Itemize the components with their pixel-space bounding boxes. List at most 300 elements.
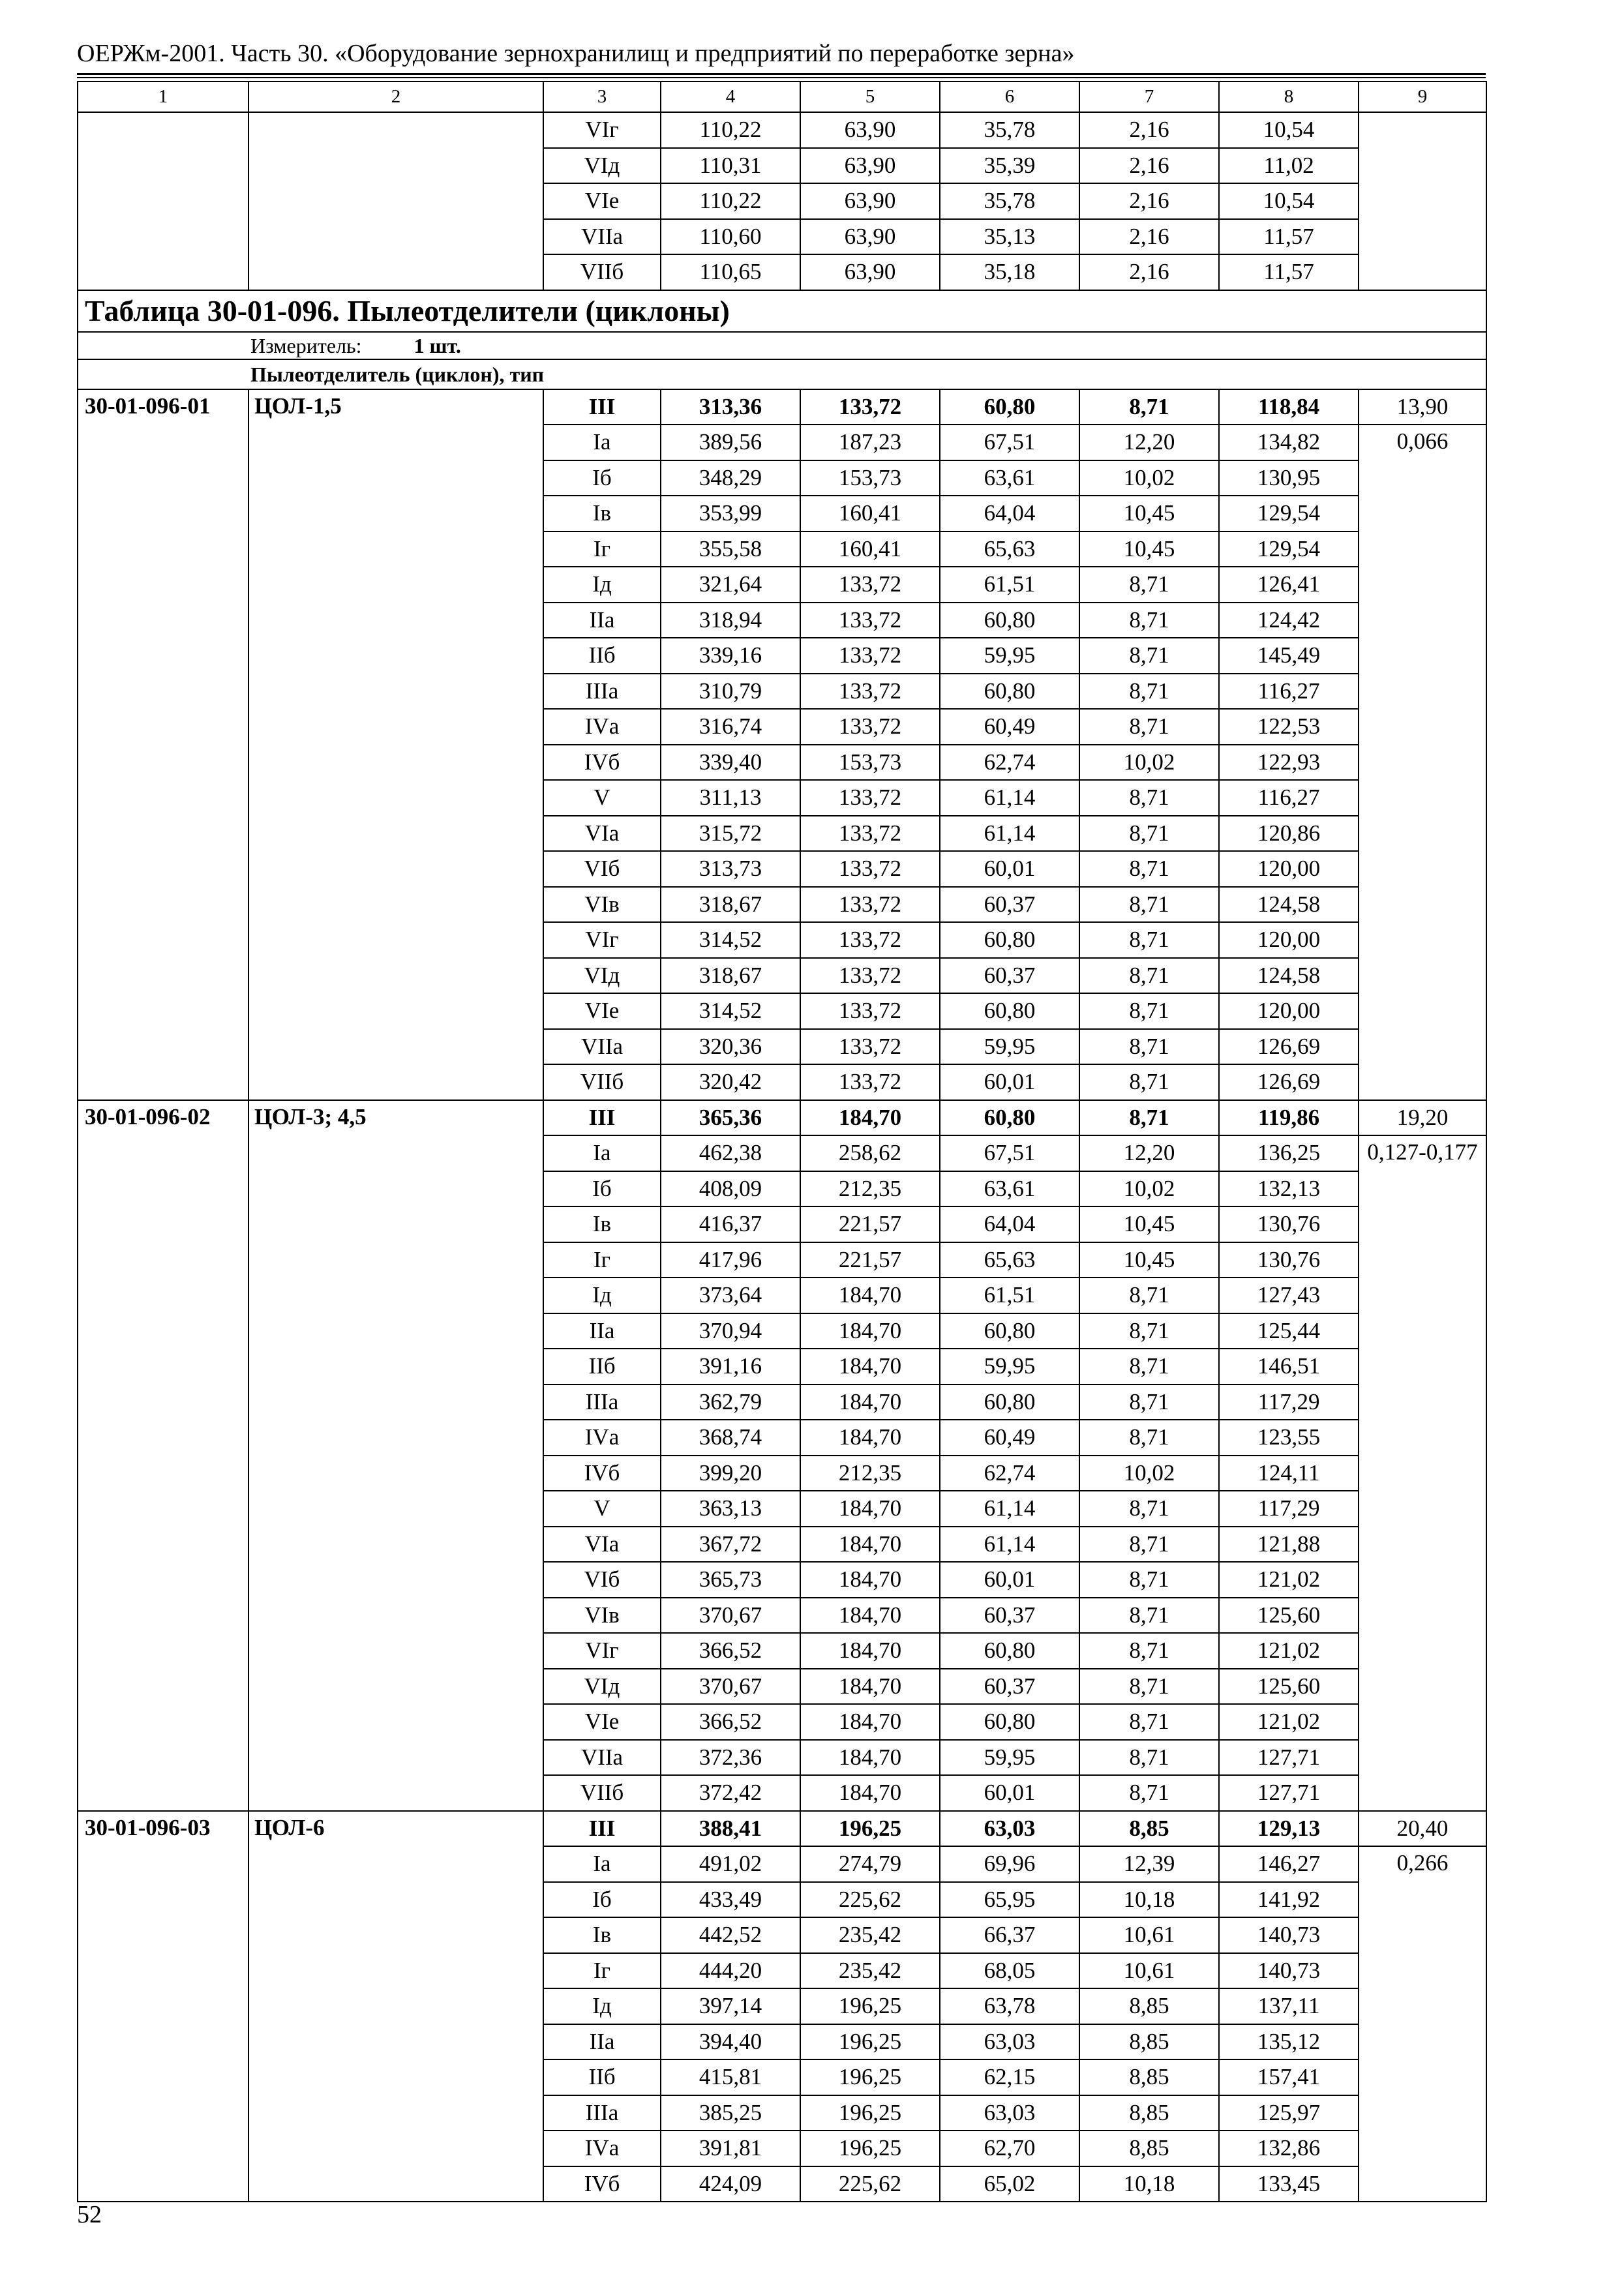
table-cell: 127,71 [1219,1740,1359,1776]
table-cell: Iв [543,496,661,531]
table-cell: IIIа [543,2095,661,2131]
table-cell: 416,37 [661,1206,800,1242]
table-cell: 62,70 [940,2131,1079,2166]
table-cell: 313,73 [661,851,800,887]
table-cell: 122,53 [1219,709,1359,745]
table-cell: 274,79 [800,1846,940,1882]
table-cell: IIа [543,2024,661,2060]
item-labor-cost: 13,90 [1359,389,1486,425]
table-cell: 184,70 [800,1100,940,1136]
item-labor-cost: 20,40 [1359,1811,1486,1847]
table-cell: 2,16 [1079,219,1219,255]
table-cell: 370,94 [661,1313,800,1349]
table-cell: 60,49 [940,709,1079,745]
table-cell: 8,71 [1079,958,1219,994]
table-cell: 61,14 [940,1527,1079,1563]
table-cell: IIа [543,1313,661,1349]
table-cell: 157,41 [1219,2059,1359,2095]
table-cell: 2 [248,82,543,112]
table-cell: 63,61 [940,1171,1079,1207]
table-cell: 121,02 [1219,1633,1359,1669]
table-cell: 110,31 [661,148,800,184]
table-body [78,82,1486,2202]
table-cell: 110,22 [661,183,800,219]
table-cell: 11,57 [1219,254,1359,290]
table-cell: 389,56 [661,425,800,460]
table-cell: IIб [543,638,661,674]
table-cell: 133,72 [800,674,940,710]
table-cell: 121,02 [1219,1704,1359,1740]
table-cell: 2,16 [1079,148,1219,184]
table-cell: IIб [543,2059,661,2095]
table-cell: 8,71 [1079,1491,1219,1527]
table-cell: 110,22 [661,112,800,148]
table-cell: 117,29 [1219,1384,1359,1420]
table-cell: 311,13 [661,780,800,816]
table-cell: 61,51 [940,1278,1079,1313]
table-cell: 125,60 [1219,1598,1359,1634]
table-cell: VIв [543,1598,661,1634]
table-cell: 8,71 [1079,851,1219,887]
table-cell: 339,40 [661,745,800,781]
table-cell: 8,71 [1079,993,1219,1029]
table-cell: 365,73 [661,1562,800,1598]
table-cell: 60,80 [940,1704,1079,1740]
table-cell: 153,73 [800,460,940,496]
table-cell: 119,86 [1219,1100,1359,1136]
table-cell: 133,72 [800,922,940,958]
table-cell: 110,65 [661,254,800,290]
table-cell: 5 [800,82,940,112]
table-cell: 8,71 [1079,1420,1219,1456]
table-cell: 7 [1079,82,1219,112]
empty-cell [248,112,543,290]
table-cell: Iа [543,1846,661,1882]
table-cell: 63,90 [800,148,940,184]
table-cell: 8,71 [1079,1313,1219,1349]
measure-value: 1 шт. [414,333,461,357]
table-cell: 110,60 [661,219,800,255]
table-cell: 355,58 [661,531,800,567]
table-cell: 8,85 [1079,2095,1219,2131]
table-cell: 59,95 [940,638,1079,674]
table-cell: 121,02 [1219,1562,1359,1598]
table-cell: Iд [543,567,661,603]
table-cell: 8,71 [1079,1100,1219,1136]
table-cell: 370,67 [661,1598,800,1634]
table-cell: 2,16 [1079,112,1219,148]
table-cell: 63,90 [800,254,940,290]
table-cell: 64,04 [940,496,1079,531]
table-cell: 130,76 [1219,1242,1359,1278]
table-cell: 60,80 [940,993,1079,1029]
table-cell: 184,70 [800,1562,940,1598]
table-cell: 8,71 [1079,603,1219,638]
table-cell: 196,25 [800,1811,940,1847]
table-cell: 2,16 [1079,183,1219,219]
table-cell: 310,79 [661,674,800,710]
table-cell: 133,72 [800,638,940,674]
table-cell: 35,39 [940,148,1079,184]
table-cell: 61,51 [940,567,1079,603]
table-cell: 60,01 [940,1064,1079,1100]
table-cell: 133,72 [800,816,940,852]
table-cell: 8,85 [1079,2024,1219,2060]
table-cell: 129,54 [1219,531,1359,567]
table-cell: 122,93 [1219,745,1359,781]
table-cell: 61,14 [940,1491,1079,1527]
table-cell: 3 [543,82,661,112]
table-title: Таблица 30-01-096. Пылеотделители (циклоны) [78,290,1486,332]
table-cell: 63,78 [940,1988,1079,2024]
table-cell: 8,85 [1079,2131,1219,2166]
table-cell: VIе [543,183,661,219]
table-cell: IIб [543,1349,661,1384]
table-cell: 8,71 [1079,780,1219,816]
table-cell: 124,58 [1219,958,1359,994]
table-cell: 129,13 [1219,1811,1359,1847]
table-cell: 394,40 [661,2024,800,2060]
table-cell: 8,71 [1079,709,1219,745]
table-cell: 212,35 [800,1456,940,1491]
table-title-row [78,290,1486,332]
table-cell: 184,70 [800,1349,940,1384]
table-cell: VIд [543,1669,661,1705]
table-cell: 160,41 [800,531,940,567]
table-cell: 196,25 [800,2024,940,2060]
table-cell: 212,35 [800,1171,940,1207]
table-cell: 373,64 [661,1278,800,1313]
table-cell: IVб [543,2166,661,2202]
table-cell: 125,44 [1219,1313,1359,1349]
table-cell: 397,14 [661,1988,800,2024]
group-row [78,359,1486,389]
table-cell: 60,80 [940,389,1079,425]
table-cell: 196,25 [800,1988,940,2024]
table-cell: 8,71 [1079,567,1219,603]
table-cell: III [543,1811,661,1847]
table-cell: 372,42 [661,1775,800,1811]
table-cell: 135,12 [1219,2024,1359,2060]
table-cell: 68,05 [940,1953,1079,1989]
table-cell: Iг [543,531,661,567]
table-cell: 133,72 [800,958,940,994]
table-cell: 1 [78,82,248,112]
table-cell: 10,02 [1079,1171,1219,1207]
table-cell: 124,42 [1219,603,1359,638]
table-cell: 8,71 [1079,1740,1219,1776]
empty-cell [78,112,248,290]
table-cell: Iв [543,1206,661,1242]
table-cell: 59,95 [940,1349,1079,1384]
table-cell: IVб [543,1456,661,1491]
table-cell: 363,13 [661,1491,800,1527]
table-cell: VIIа [543,1029,661,1065]
table-cell: 66,37 [940,1917,1079,1953]
table-cell: 184,70 [800,1384,940,1420]
table-cell: 120,00 [1219,993,1359,1029]
table-cell: 8,71 [1079,1029,1219,1065]
table-cell: VIд [543,958,661,994]
table-cell: 10,54 [1219,183,1359,219]
table-cell: 184,70 [800,1278,940,1313]
table-cell: 10,61 [1079,1917,1219,1953]
table-cell: 69,96 [940,1846,1079,1882]
table-cell: Iа [543,1135,661,1171]
table-cell: 315,72 [661,816,800,852]
table-cell: 8,71 [1079,1349,1219,1384]
table-cell: 408,09 [661,1171,800,1207]
table-cell: 399,20 [661,1456,800,1491]
table-cell: III [543,1100,661,1136]
table-cell: 130,76 [1219,1206,1359,1242]
table-cell: 130,95 [1219,460,1359,496]
table-cell: 133,72 [800,1029,940,1065]
table-cell: IVа [543,1420,661,1456]
table-cell: 187,23 [800,425,940,460]
table-cell: 140,73 [1219,1953,1359,1989]
table-cell: IIIа [543,1384,661,1420]
table-cell: 444,20 [661,1953,800,1989]
table-cell: 120,86 [1219,816,1359,852]
table-cell: 221,57 [800,1242,940,1278]
table-cell: 184,70 [800,1313,940,1349]
table-row [78,1100,1486,1136]
table-cell: 8,71 [1079,389,1219,425]
table-cell: 123,55 [1219,1420,1359,1456]
table-cell: 126,69 [1219,1064,1359,1100]
table-cell: 8,71 [1079,1278,1219,1313]
table-cell: 65,63 [940,531,1079,567]
table-cell: 321,64 [661,567,800,603]
table-cell: 160,41 [800,496,940,531]
table-cell: 10,02 [1079,460,1219,496]
table-cell: 63,03 [940,2024,1079,2060]
table-cell: Iб [543,460,661,496]
table-cell: 2,16 [1079,254,1219,290]
table-row [78,112,1486,148]
table-cell: 129,54 [1219,496,1359,531]
table-cell: 339,16 [661,638,800,674]
table-cell: VIе [543,1704,661,1740]
table-cell: 10,54 [1219,112,1359,148]
table-cell: 63,90 [800,183,940,219]
table-cell: 126,69 [1219,1029,1359,1065]
table-cell: 8,71 [1079,1633,1219,1669]
group-label: Пылеотделитель (циклон), тип [78,359,1486,389]
table-cell: 60,37 [940,1669,1079,1705]
table-cell: 8,85 [1079,1988,1219,2024]
table-cell: 314,52 [661,922,800,958]
table-cell: 63,03 [940,2095,1079,2131]
table-cell: 133,72 [800,993,940,1029]
table-cell: 133,72 [800,567,940,603]
table-cell: 146,27 [1219,1846,1359,1882]
item-labor-cost: 19,20 [1359,1100,1486,1136]
table-cell: 491,02 [661,1846,800,1882]
measure-label: Измеритель: [250,333,362,357]
header-rule-thin [77,77,1486,78]
table-cell: 60,80 [940,922,1079,958]
table-cell: 184,70 [800,1598,940,1634]
table-cell: 35,78 [940,183,1079,219]
table-cell: 60,80 [940,674,1079,710]
table-cell: 184,70 [800,1704,940,1740]
table-cell: IIа [543,603,661,638]
table-cell: 4 [661,82,800,112]
table-cell: 132,13 [1219,1171,1359,1207]
table-cell: 11,02 [1219,148,1359,184]
table-cell: 63,90 [800,112,940,148]
table-cell: 12,20 [1079,425,1219,460]
table-cell: 184,70 [800,1669,940,1705]
table-cell: 184,70 [800,1420,940,1456]
table-cell: III [543,389,661,425]
table-cell: 124,58 [1219,887,1359,923]
table-cell: 391,81 [661,2131,800,2166]
table-cell: 132,86 [1219,2131,1359,2166]
table-cell: 60,01 [940,1562,1079,1598]
table-cell: 59,95 [940,1740,1079,1776]
table-cell: 424,09 [661,2166,800,2202]
table-cell: IVб [543,745,661,781]
table-cell: 196,25 [800,2059,940,2095]
table-cell: 64,04 [940,1206,1079,1242]
table-cell: 118,84 [1219,389,1359,425]
table-cell: 184,70 [800,1633,940,1669]
table-cell: 35,78 [940,112,1079,148]
table-cell: 60,80 [940,1384,1079,1420]
table-cell: Iд [543,1278,661,1313]
table-cell: 225,62 [800,2166,940,2202]
table-cell: 60,01 [940,851,1079,887]
table-cell: 221,57 [800,1206,940,1242]
table-cell: VIа [543,816,661,852]
table-cell: 258,62 [800,1135,940,1171]
table-cell: 391,16 [661,1349,800,1384]
table-cell: Iб [543,1171,661,1207]
table-cell: 235,42 [800,1917,940,1953]
table-cell: 196,25 [800,2095,940,2131]
table-cell: 121,88 [1219,1527,1359,1563]
table-cell: 11,57 [1219,219,1359,255]
table-cell: 133,72 [800,887,940,923]
table-cell: IVа [543,709,661,745]
table-cell: 12,39 [1079,1846,1219,1882]
table-cell: 442,52 [661,1917,800,1953]
table-cell: VIIа [543,1740,661,1776]
table-cell: 65,02 [940,2166,1079,2202]
table-cell: 8,71 [1079,1527,1219,1563]
table-cell: 8 [1219,82,1359,112]
table-cell: 433,49 [661,1882,800,1918]
table-cell: 60,49 [940,1420,1079,1456]
table-cell: VIд [543,148,661,184]
table-cell: 368,74 [661,1420,800,1456]
table-cell: 8,71 [1079,1669,1219,1705]
table-cell: 65,63 [940,1242,1079,1278]
table-cell: IIIа [543,674,661,710]
table-cell: 366,52 [661,1633,800,1669]
table-cell: 367,72 [661,1527,800,1563]
header-rule [77,73,1486,75]
table-cell: 184,70 [800,1491,940,1527]
table-cell: 348,29 [661,460,800,496]
table-cell: 184,70 [800,1740,940,1776]
empty-cell [1359,112,1486,290]
table-cell: 10,61 [1079,1953,1219,1989]
table-cell: 133,72 [800,780,940,816]
table-cell: 153,73 [800,745,940,781]
table-cell: 184,70 [800,1775,940,1811]
table-cell: 60,37 [940,1598,1079,1634]
item-code: 30-01-096-01 [78,389,248,1100]
table-cell: 10,02 [1079,1456,1219,1491]
table-cell: 133,72 [800,1064,940,1100]
table-cell: 353,99 [661,496,800,531]
table-cell: VIг [543,1633,661,1669]
table-cell: Iг [543,1242,661,1278]
table-cell: 362,79 [661,1384,800,1420]
table-cell: VIб [543,1562,661,1598]
table-cell: 146,51 [1219,1349,1359,1384]
table-cell: 62,74 [940,745,1079,781]
table-cell: 133,72 [800,709,940,745]
table-cell: 320,42 [661,1064,800,1100]
table-cell: VIIб [543,254,661,290]
table-cell: 10,18 [1079,1882,1219,1918]
table-cell: Iв [543,1917,661,1953]
table-cell: 60,37 [940,887,1079,923]
table-cell: 8,71 [1079,816,1219,852]
table-cell: 8,71 [1079,674,1219,710]
table-cell: 12,20 [1079,1135,1219,1171]
table-cell: 10,45 [1079,531,1219,567]
table-cell: 10,02 [1079,745,1219,781]
table-cell: 9 [1359,82,1486,112]
table-cell: 8,71 [1079,1598,1219,1634]
table-cell: V [543,1491,661,1527]
table-cell: 196,25 [800,2131,940,2166]
table-cell: 35,18 [940,254,1079,290]
table-cell: 8,71 [1079,1562,1219,1598]
table-cell: VIIб [543,1775,661,1811]
table-cell: 127,71 [1219,1775,1359,1811]
table-cell: Iд [543,1988,661,2024]
table-cell: 60,80 [940,1633,1079,1669]
table-cell: VIг [543,112,661,148]
table-cell: 140,73 [1219,1917,1359,1953]
table-cell: 60,80 [940,1100,1079,1136]
item-name: ЦОЛ-3; 4,5 [248,1100,543,1811]
table-cell: 133,72 [800,851,940,887]
table-cell: 314,52 [661,993,800,1029]
table-cell: 385,25 [661,2095,800,2131]
table-cell: 365,36 [661,1100,800,1136]
table-cell: 63,03 [940,1811,1079,1847]
table-cell: 10,45 [1079,496,1219,531]
table-cell: 316,74 [661,709,800,745]
table-cell: 136,25 [1219,1135,1359,1171]
measure-cell [78,332,1486,359]
table-row [78,389,1486,425]
table-cell: 415,81 [661,2059,800,2095]
table-cell: 141,92 [1219,1882,1359,1918]
price-table [77,81,1487,2202]
table-cell: 145,49 [1219,638,1359,674]
table-cell: 134,82 [1219,425,1359,460]
table-cell: 120,00 [1219,851,1359,887]
